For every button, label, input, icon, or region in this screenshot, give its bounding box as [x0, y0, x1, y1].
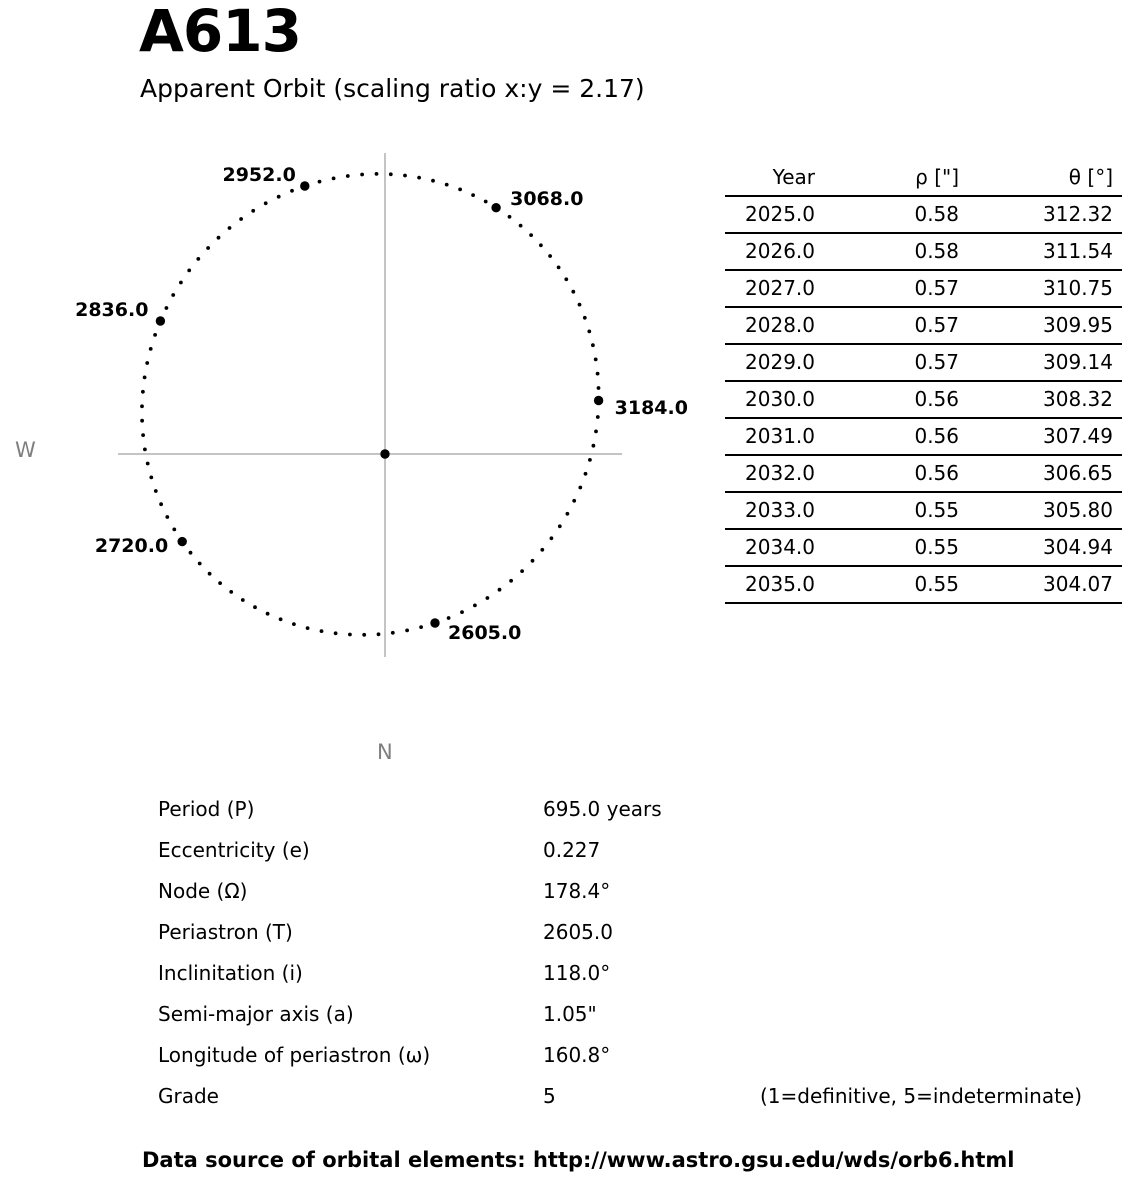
orbit-dot: [484, 200, 488, 204]
ephemeris-row: [725, 529, 1122, 566]
orbit-dot: [405, 629, 409, 633]
ephemeris-rho-cell: 0.56: [815, 381, 959, 418]
orbit-dot: [389, 172, 393, 176]
orbit-dot: [172, 528, 176, 532]
element-value: 5: [543, 1084, 556, 1108]
ephemeris-row: [725, 307, 1122, 344]
orbit-dot: [251, 209, 255, 213]
orbit-dot: [362, 633, 366, 637]
element-value: 695.0 years: [543, 797, 662, 821]
orbit-dot: [206, 246, 210, 250]
orbit-dot: [473, 604, 477, 608]
ephemeris-row: [725, 455, 1122, 492]
orbit-dot: [143, 376, 147, 380]
orbit-dot: [594, 430, 598, 434]
orbit-dot: [592, 444, 596, 448]
ephemeris-rho-cell: 0.56: [815, 418, 959, 455]
orbit-dot: [587, 330, 591, 334]
orbit-dot: [318, 180, 322, 184]
orbit-dot: [417, 176, 421, 180]
orbit-dot: [540, 548, 544, 552]
orbit-dot: [591, 343, 595, 347]
orbit-dot: [419, 625, 423, 629]
orbit-dot: [241, 598, 245, 602]
orbit-dot: [447, 616, 451, 620]
orbit-dot: [519, 224, 523, 228]
orbit-dot: [306, 626, 310, 630]
ephemeris-year-cell: 2032.0: [725, 455, 815, 492]
orbit-dot: [597, 401, 601, 405]
orbit-dot: [348, 633, 352, 637]
orbit-dot: [566, 512, 570, 516]
ephemeris-rho-cell: 0.57: [815, 270, 959, 307]
orbit-dot: [458, 188, 462, 192]
ephemeris-year-cell: 2025.0: [725, 196, 815, 233]
ephemeris-rho-cell: 0.57: [815, 344, 959, 381]
element-label: Periastron (T): [158, 920, 293, 944]
element-value: 178.4°: [543, 879, 611, 903]
orbit-dot: [239, 217, 243, 221]
orbit-dot: [179, 281, 183, 285]
orbit-dot: [557, 266, 561, 270]
ephemeris-rho-cell: 0.58: [815, 233, 959, 270]
orbit-dot: [564, 277, 568, 281]
orbit-dot: [277, 195, 281, 199]
epoch-label: 2720.0: [94, 534, 169, 557]
page-subtitle: Apparent Orbit (scaling ratio x:y = 2.17): [140, 74, 645, 103]
orbit-dot: [558, 524, 562, 528]
ephemeris-row: [725, 270, 1122, 307]
ephemeris-year-cell: 2034.0: [725, 529, 815, 566]
orbit-dot: [253, 605, 257, 609]
orbit-dot: [149, 347, 153, 351]
orbit-dot: [279, 617, 283, 621]
orbit-dot: [141, 390, 145, 394]
orbit-dot: [196, 257, 200, 261]
orbit-dot: [529, 233, 533, 237]
orbit-dot: [360, 173, 364, 177]
orbit-dot: [596, 415, 600, 419]
orbit-dot: [165, 306, 169, 310]
orbit-dot: [548, 254, 552, 258]
orbit-dot: [208, 572, 212, 576]
ephemeris-table: [725, 160, 1122, 604]
orbit-dot: [571, 290, 575, 294]
epoch-marker-dot: [430, 618, 439, 627]
orbit-dot: [377, 632, 381, 636]
orbit-dot: [572, 499, 576, 503]
orbit-dot: [498, 588, 502, 592]
ephemeris-year-cell: 2031.0: [725, 418, 815, 455]
epoch-marker-dot: [178, 537, 187, 546]
orbit-dot: [153, 333, 157, 337]
ephemeris-theta-cell: 305.80: [959, 492, 1122, 529]
ephemeris-year-cell: 2027.0: [725, 270, 815, 307]
ephemeris-year-cell: 2030.0: [725, 381, 815, 418]
orbit-dot: [149, 476, 153, 480]
orbit-dot: [165, 515, 169, 519]
orbit-dot: [433, 621, 437, 625]
epoch-marker-dot: [594, 396, 603, 405]
ephemeris-year-cell: 2026.0: [725, 233, 815, 270]
ephemeris-rho-cell: 0.55: [815, 529, 959, 566]
element-label: Semi-major axis (a): [158, 1002, 354, 1026]
orbit-dot: [158, 319, 162, 323]
ephemeris-theta-cell: 312.32: [959, 196, 1122, 233]
data-source-footer: Data source of orbital elements: http://www.astro.gsu.edu/wds/orb6.html: [142, 1148, 1015, 1172]
epoch-marker-dot: [156, 316, 165, 325]
element-label: Eccentricity (e): [158, 838, 310, 862]
orbit-dot: [266, 612, 270, 616]
orbit-dot: [597, 386, 601, 390]
orbit-dot: [403, 174, 407, 178]
ephemeris-theta-cell: 309.95: [959, 307, 1122, 344]
orbit-dot: [159, 502, 163, 506]
orbit-dot: [189, 551, 193, 555]
ephemeris-row: [725, 381, 1122, 418]
ephemeris-row: [725, 233, 1122, 270]
orbit-dot: [332, 177, 336, 181]
orbit-dot: [171, 293, 175, 297]
orbit-dot: [486, 596, 490, 600]
element-label: Period (P): [158, 797, 255, 821]
element-label: Grade: [158, 1084, 219, 1108]
orbit-dot: [375, 172, 379, 176]
ephemeris-rho-cell: 0.57: [815, 307, 959, 344]
orbit-dot: [496, 207, 500, 211]
orbit-dot: [187, 269, 191, 273]
element-label: Inclinitation (i): [158, 961, 303, 985]
ephemeris-year-cell: 2028.0: [725, 307, 815, 344]
orbit-dot: [596, 372, 600, 376]
orbit-dot: [584, 472, 588, 476]
element-note: (1=definitive, 5=indeterminate): [760, 1084, 1083, 1108]
epoch-label: 2836.0: [75, 299, 149, 322]
ephemeris-header-rho: ρ ["]: [815, 160, 959, 196]
orbit-dot: [445, 183, 449, 187]
element-value: 2605.0: [543, 920, 613, 944]
orbit-dot: [146, 462, 150, 466]
orbit-dot: [531, 559, 535, 563]
orbit-dot: [154, 489, 158, 493]
orbit-dot: [346, 174, 350, 178]
element-label: Longitude of periastron (ω): [158, 1043, 431, 1067]
orbit-dot: [140, 404, 144, 408]
ephemeris-theta-cell: 310.75: [959, 270, 1122, 307]
ephemeris-theta-cell: 308.32: [959, 381, 1122, 418]
orbit-dot: [334, 631, 338, 635]
ephemeris-rho-cell: 0.55: [815, 566, 959, 603]
primary-star-marker: [380, 449, 389, 458]
ephemeris-header-year: Year: [725, 160, 815, 196]
orbit-dot: [550, 536, 554, 540]
ephemeris-header-theta: θ [°]: [959, 160, 1122, 196]
ephemeris-theta-cell: 304.94: [959, 529, 1122, 566]
orbit-dot: [594, 358, 598, 362]
orbit-dot: [218, 581, 222, 585]
orbit-dot: [588, 458, 592, 462]
page-title: A613: [139, 0, 301, 65]
ephemeris-theta-cell: 311.54: [959, 233, 1122, 270]
ephemeris-theta-cell: 304.07: [959, 566, 1122, 603]
west-direction-label: W: [15, 438, 36, 462]
orbit-dot: [471, 193, 475, 197]
orbit-dot: [292, 622, 296, 626]
orbit-dot: [391, 631, 395, 635]
north-direction-label: N: [377, 740, 393, 764]
orbit-dot: [320, 629, 324, 633]
ephemeris-row: [725, 196, 1122, 233]
ephemeris-year-cell: 2033.0: [725, 492, 815, 529]
epoch-marker-dot: [491, 203, 500, 212]
orbit-dot: [145, 361, 149, 365]
orbit-dot: [508, 215, 512, 219]
orbit-dot: [520, 569, 524, 573]
ephemeris-row: [725, 566, 1122, 603]
ephemeris-year-cell: 2035.0: [725, 566, 815, 603]
orbit-dot: [228, 226, 232, 230]
ephemeris-row: [725, 344, 1122, 381]
element-value: 118.0°: [543, 961, 611, 985]
ephemeris-rho-cell: 0.56: [815, 455, 959, 492]
orbit-dot: [583, 316, 587, 320]
ephemeris-row: [725, 418, 1122, 455]
orbit-dot: [217, 236, 221, 240]
ephemeris-theta-cell: 309.14: [959, 344, 1122, 381]
epoch-label: 3068.0: [510, 187, 584, 210]
orbit-dot: [578, 486, 582, 490]
orbit-dot: [198, 562, 202, 566]
orbit-dot: [229, 590, 233, 594]
ephemeris-header-row: [725, 160, 1122, 196]
epoch-label: 3184.0: [614, 396, 688, 419]
element-value: 0.227: [543, 838, 601, 862]
orbit-dot: [431, 179, 435, 183]
ephemeris-year-cell: 2029.0: [725, 344, 815, 381]
orbit-dot: [143, 448, 147, 452]
orbit-dot: [140, 419, 144, 423]
orbit-dot: [578, 303, 582, 307]
orbit-dot: [290, 189, 294, 193]
element-label: Node (Ω): [158, 879, 248, 903]
orbit-dot: [141, 433, 145, 437]
ephemeris-theta-cell: 307.49: [959, 418, 1122, 455]
ephemeris-row: [725, 492, 1122, 529]
epoch-marker-dot: [300, 181, 309, 190]
orbit-dot: [304, 184, 308, 188]
epoch-label: 2952.0: [222, 164, 296, 187]
orbit-dot: [264, 201, 268, 205]
orbit-dot: [509, 579, 513, 583]
orbit-dot: [460, 610, 464, 614]
epoch-label: 2605.0: [448, 621, 522, 644]
ephemeris-theta-cell: 306.65: [959, 455, 1122, 492]
element-value: 160.8°: [543, 1043, 611, 1067]
ephemeris-rho-cell: 0.55: [815, 492, 959, 529]
ephemeris-rho-cell: 0.58: [815, 196, 959, 233]
element-value: 1.05": [543, 1002, 597, 1026]
orbit-dot: [539, 243, 543, 247]
orbit-dot: [180, 540, 184, 544]
